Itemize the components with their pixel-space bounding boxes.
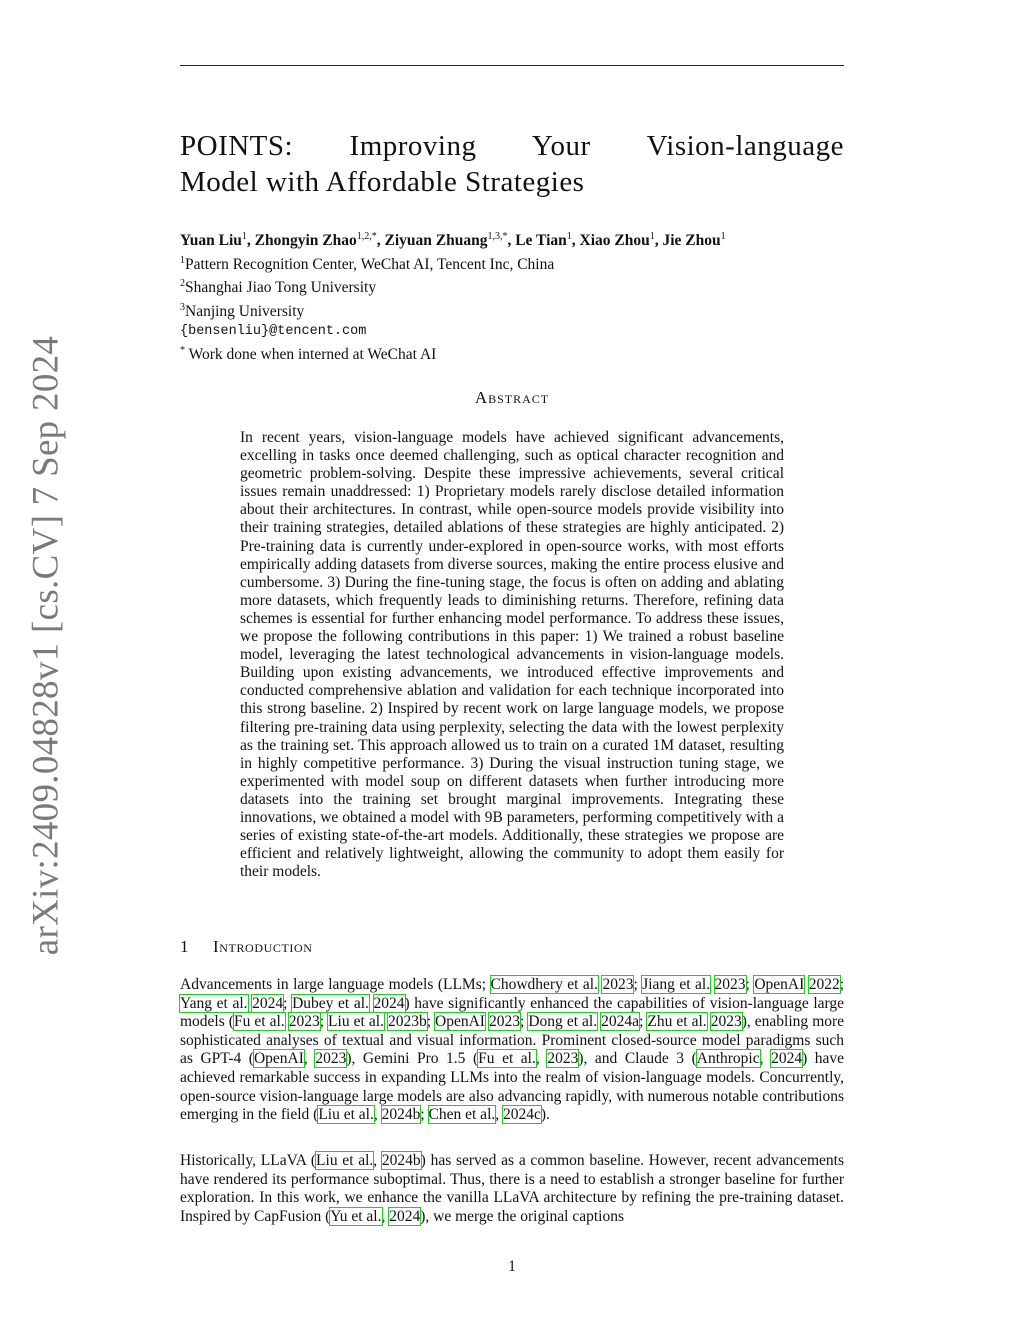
section-heading-introduction — [180, 937, 313, 957]
citation-link[interactable]: Jiang et al. — [642, 976, 711, 993]
author-sup: 1,3,* — [487, 231, 508, 242]
author-sup: 1 — [720, 231, 726, 242]
citation-link[interactable]: 2023 — [315, 1050, 347, 1068]
citation-link[interactable]: Liu et al. — [328, 1013, 384, 1031]
author-block — [180, 227, 844, 365]
citation-link[interactable]: 2024b — [381, 1106, 421, 1124]
title-line-2: Model with Affordable Strategies — [180, 166, 585, 198]
citation-link[interactable]: OpenAI — [253, 1050, 304, 1068]
author-name: Le Tian — [515, 232, 567, 250]
intro-paragraph-1: Advancements in large language models (LLMs; Chowdhery et al. 2023; Jiang et al. 2023; OpenAI 2022; Yang et al. 2024; Dubey et al. 2024) have significantly enhanced the capabilities of vision-language large models (Fu et al. 2023; Liu et al. 2023b; OpenAI 2023; Dong et al. 2024a; Zhu et al. 2023), enabling more sophisticated analyses of textual and visual information. Prominent closed-source model paradigms such as GPT-4 (OpenAI, 2023), Gemini Pro 1.5 (Fu et al., 2023), and Claude 3 (Anthropic, 2024) have achieved remarkable success in expanding LLMs into the realm of vision-language models. Concurrently, open-source vision-language large models are also advancing rapidly, with numerous notable contributions emerging in the field (Liu et al., 2024b; Chen et al., 2024c). — [180, 976, 845, 1124]
author-sup: 1 — [241, 231, 247, 242]
intro-paragraph-2: Historically, LLaVA (Liu et al., 2024b) has served as a common baseline. However, recent advancements have rendered its performance suboptimal. Thus, there is a need to establish a stronger baseline for further exploration. In this work, we enhance the vanilla LLaVA architecture by refining the pre-training dataset. Inspired by CapFusion (Yu et al., 2024), we merge the original captions — [180, 1152, 845, 1225]
work-footnote: * Work done when interned at WeChat AI — [180, 345, 437, 364]
abstract-text: In recent years, vision-language models have achieved significant advancements, excelling in tasks once deemed challenging, such as optical character recognition and geometric problem-solving. Despite these impressive achievements, several critical issues remain unaddressed: 1) Proprietary models rarely disclose detailed information about their architectures. In contrast, while open-source models provide visibility into their training strategies, detailed ablations of these strategies are highly anticipated. 2) Pre-training data is currently under-explored in open-source works, with most efforts empirically adding datasets from diverse sources, making the entire process elusive and cumbersome. 3) During the fine-tuning stage, the focus is often on adding and ablating more datasets, which frequently leads to diminishing returns. Therefore, refining data schemes is essential for further enhancing model performance. To address these issues, we propose the following contributions in this paper: 1) We trained a robust baseline model, leveraging the latest technological advancements in vision-language models. Building upon existing advancements, we introduced effective improvements and conducted comprehensive ablation and validation for each technique incorporated into this strong baseline. 2) Inspired by recent work on large language models, we propose filtering pre-training data using perplexity, selecting the data with the lowest perplexity as the training set. This approach allowed us to train on a curated 1M dataset, resulting in highly competitive performance. 3) During the visual instruction tuning stage, we experimented with model soup on different datasets when further introducing more datasets into the training set brought marginal improvements. Integrating these innovations, we obtained a model with 9B parameters, performing competitively with a series of existing state-of-the-art models. Additionally, these strategies we propose are efficient and relatively lightweight, allowing the community to adopt them easily for their models. — [240, 429, 784, 881]
citation-link[interactable]: Fu et al. — [478, 1050, 536, 1068]
citation-link[interactable]: 2024a — [601, 1013, 640, 1031]
author-sup: 1 — [566, 231, 572, 242]
citation-link[interactable]: Liu et al. — [316, 1152, 374, 1169]
citation-link[interactable]: 2023 — [602, 976, 634, 993]
citation-link[interactable]: Liu et al. — [318, 1106, 374, 1124]
author-name: Yuan Liu — [180, 232, 242, 250]
citation-link[interactable]: 2024 — [252, 994, 284, 1012]
citation-link[interactable]: Dubey et al. — [292, 994, 369, 1012]
citation-link[interactable]: Chowdhery et al. — [490, 976, 598, 993]
citation-link[interactable]: 2022 — [808, 976, 840, 993]
abstract-heading: Abstract — [474, 388, 550, 407]
top-rule — [180, 65, 844, 66]
citation-link[interactable]: Anthropic — [696, 1050, 760, 1068]
section-number: 1 — [180, 937, 190, 956]
author-name: Jie Zhou — [662, 232, 721, 250]
author-sup: 1,2,* — [356, 231, 377, 242]
citation-link[interactable]: 2024 — [373, 994, 405, 1012]
citation-link[interactable]: 2023 — [714, 976, 746, 993]
citation-link[interactable]: 2024b — [381, 1152, 421, 1169]
citation-link[interactable]: Yang et al. — [180, 994, 248, 1012]
author-name: Xiao Zhou — [579, 232, 650, 250]
author-name: Ziyuan Zhuang — [384, 232, 488, 250]
citation-link[interactable]: OpenAI — [754, 976, 805, 993]
author-names: Yuan Liu$^1$, Zhongyin Zhao$^{1,2,*}$, Ziyuan Zhuang$^{1,3,*}$, Le Tian$^1$, Xiao Zhou$^1$, Jie Zhou$^1$ — [180, 231, 726, 250]
citation-link[interactable]: 2024c — [503, 1106, 541, 1124]
section-title: Introduction — [213, 937, 313, 956]
citation-link[interactable]: Zhu et al. — [647, 1013, 707, 1031]
citation-link[interactable]: 2023 — [547, 1050, 579, 1068]
author-sup: 1 — [649, 231, 655, 242]
citation-link[interactable]: 2024 — [771, 1050, 803, 1068]
citation-link[interactable]: 2023 — [710, 1013, 742, 1031]
paper-title — [180, 128, 844, 200]
citation-link[interactable]: 2023 — [288, 1013, 320, 1031]
citation-link[interactable]: Chen et al. — [428, 1106, 496, 1124]
page-number: 1 — [508, 1258, 516, 1275]
arxiv-identifier: arXiv:2409.04828v1 [cs.CV] 7 Sep 2024 — [25, 335, 67, 955]
citation-link[interactable]: Fu et al. — [233, 1013, 285, 1031]
citation-link[interactable]: 2023b — [387, 1013, 427, 1031]
arxiv-stamp — [22, 335, 70, 955]
affiliation-2: $^2$Shanghai Jiao Tong University — [180, 278, 377, 297]
affiliation-3: $^3$Nanjing University — [180, 301, 305, 321]
citation-link[interactable]: Yu et al. — [330, 1207, 382, 1225]
citation-link[interactable]: OpenAI — [435, 1013, 485, 1031]
citation-link[interactable]: 2023 — [489, 1013, 521, 1031]
citation-link[interactable]: Dong et al. — [528, 1013, 598, 1031]
author-name: Zhongyin Zhao — [254, 232, 357, 250]
affiliation-1: $^1$Pattern Recognition Center, WeChat AI, Tencent Inc, China — [180, 254, 555, 273]
author-email: {bensenliu}@tencent.com — [180, 323, 367, 339]
title-line-1: POINTS: Improving Your Vision-language — [180, 130, 844, 162]
citation-link[interactable]: 2024 — [389, 1207, 421, 1225]
